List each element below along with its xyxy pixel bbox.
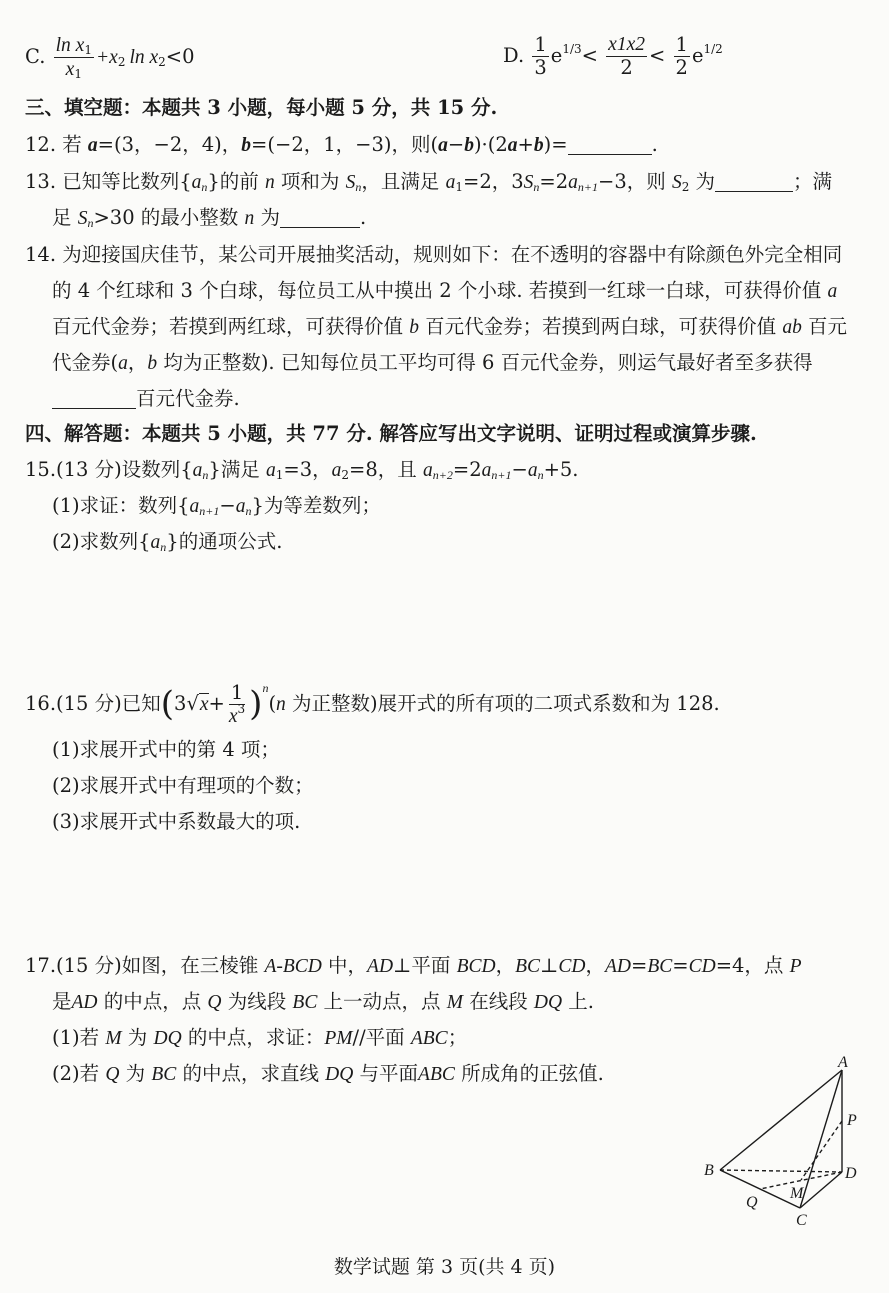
- q17-var: ABC: [410, 1028, 448, 1049]
- q12-t1: =(3，−2，4)，: [97, 133, 242, 156]
- option-c-log: ln x: [129, 47, 159, 68]
- q15-sub: n+1: [491, 468, 512, 482]
- option-c-term: +x: [95, 47, 118, 68]
- option-d-e2-exp: 1/2: [703, 42, 723, 56]
- q13-text: 为: [254, 206, 280, 229]
- option-d: [503, 34, 723, 79]
- edge-ab: [720, 1070, 842, 1170]
- q12-t3: −: [447, 133, 465, 156]
- q17-var: A-BCD: [264, 956, 322, 977]
- q13-text: >30 的最小整数: [93, 206, 245, 229]
- option-d-e2: e: [691, 44, 704, 67]
- q13-sub: n: [533, 180, 540, 194]
- q16-text: 16.(15 分)已知: [25, 692, 161, 715]
- q13-sub: n: [355, 180, 362, 194]
- q15-var: a: [189, 496, 200, 517]
- q14-text: 百元: [801, 315, 848, 338]
- q15-text: (2)求数列{: [52, 530, 151, 553]
- q17-text: ⊥平面: [393, 954, 457, 977]
- option-c-den-sub: 1: [74, 67, 82, 81]
- label-d: D: [845, 1165, 857, 1182]
- q15-text: +5.: [543, 458, 579, 481]
- edge-bc: [720, 1170, 800, 1208]
- label-b: B: [704, 1162, 714, 1179]
- q13-text: ，且满足: [361, 170, 446, 193]
- q15-sub: 2: [341, 468, 350, 482]
- q13-var: n: [264, 172, 275, 193]
- option-c: [25, 34, 195, 81]
- q12-t7: .: [651, 133, 658, 156]
- q15-sub: n: [160, 540, 167, 554]
- q13-text: }的前: [207, 170, 265, 193]
- option-c-inequality: <0: [165, 45, 195, 68]
- question-13-line-2: [52, 204, 366, 233]
- q17-text: 为线段: [221, 990, 293, 1013]
- q17-var: P: [789, 956, 802, 977]
- q13-text: .: [359, 206, 367, 229]
- q16-coef: 3: [174, 692, 187, 715]
- q13-var: a: [191, 172, 202, 193]
- q13-var: S: [77, 208, 88, 229]
- q14-var: ab: [782, 317, 802, 338]
- q17-text: ，: [495, 954, 516, 977]
- q15-sub: 1: [275, 468, 284, 482]
- q13-text: 足: [52, 206, 78, 229]
- q15-var: a: [423, 460, 433, 481]
- q12-t6: )=: [543, 133, 568, 156]
- question-15-part-2: [52, 528, 282, 557]
- q13-var: a: [445, 172, 456, 193]
- label-p: P: [847, 1112, 857, 1129]
- q17-var: M: [446, 992, 463, 1013]
- question-12: [25, 131, 658, 160]
- q17-var: ABC: [418, 1064, 455, 1085]
- q17-text: ；: [447, 1026, 468, 1049]
- q12-answer-blank[interactable]: [568, 134, 652, 155]
- q12-t4: )·(2: [473, 133, 508, 156]
- q17-var: BCD: [456, 956, 496, 977]
- edge-ac: [800, 1070, 842, 1208]
- q15-text: =3，: [283, 458, 332, 481]
- option-c-sub: 2: [117, 55, 126, 69]
- label-m: M: [790, 1185, 804, 1202]
- q16-fden: x: [228, 705, 238, 727]
- q13-text: =2，3: [462, 170, 524, 193]
- section-4-heading: 四、解答题：本题共 5 小题，共 77 分. 解答应写出文字说明、证明过程或演算步骤.: [25, 422, 757, 445]
- q12-t2: =(−2，1，−3)，则(: [251, 133, 439, 156]
- q16-text: (: [268, 692, 277, 715]
- option-d-e1-exp: 1/3: [562, 42, 582, 56]
- q17-var: AD: [604, 956, 631, 977]
- q17-text: 上.: [562, 990, 594, 1013]
- section-3-heading: 三、填空题：本题共 3 小题，每小题 5 分，共 15 分.: [25, 96, 498, 119]
- label-q: Q: [746, 1194, 758, 1211]
- q17-text: 的中点，求证：: [181, 1026, 325, 1049]
- q17-text: 与平面: [353, 1062, 419, 1085]
- q17-text: 为: [119, 1062, 152, 1085]
- q13-var: a: [568, 172, 578, 193]
- q16-paren-open: (: [160, 684, 175, 724]
- question-14-line-3: [52, 313, 847, 342]
- question-17-part-1: [52, 1024, 467, 1053]
- option-d-f1-den: 3: [534, 56, 547, 79]
- q12-vec-b3: b: [533, 135, 544, 156]
- q13-var: S: [671, 172, 682, 193]
- q17-text: =: [672, 954, 689, 977]
- q17-text: 的中点，点: [97, 990, 208, 1013]
- q14-text: 代金券(: [52, 351, 119, 374]
- q15-var: a: [527, 460, 538, 481]
- q17-var: Q: [105, 1064, 120, 1085]
- q17-text: 17.(15 分)如图，在三棱锥: [25, 954, 265, 977]
- label-c: C: [796, 1212, 807, 1229]
- option-d-f1-num: 1: [534, 33, 547, 56]
- q15-var: a: [481, 460, 492, 481]
- q13-text: 13. 已知等比数列{: [25, 170, 192, 193]
- page-footer: 数学试题 第 3 页(共 4 页): [333, 1256, 556, 1278]
- question-16-part-3: (3)求展开式中系数最大的项.: [52, 810, 301, 833]
- q17-text: =: [630, 954, 648, 977]
- q15-text: }为等差数列；: [251, 494, 381, 517]
- q15-sub: n: [537, 468, 544, 482]
- option-d-fraction-3: [674, 34, 690, 79]
- option-c-numerator: ln x: [55, 35, 85, 56]
- option-c-label: C.: [25, 45, 46, 68]
- q17-var: CD: [558, 956, 586, 977]
- q16-radical: √: [186, 692, 199, 715]
- q12-vec-b2: b: [464, 135, 474, 156]
- q12-vec-a2: a: [438, 135, 448, 156]
- question-14-line-2: [52, 277, 837, 306]
- option-d-lt2: <: [648, 44, 666, 67]
- question-14-line-4: [52, 349, 813, 378]
- q17-text: (1)若: [52, 1026, 106, 1049]
- q16-text: 为正整数)展开式的所有项的二项式系数和为 128.: [285, 692, 720, 715]
- q17-text: 中，: [321, 954, 368, 977]
- edge-cd: [800, 1172, 842, 1208]
- q17-var: BC: [151, 1064, 177, 1085]
- q15-var: a: [331, 460, 342, 481]
- q14-var: b: [409, 317, 419, 338]
- q17-var: BC: [292, 992, 318, 1013]
- q16-fraction: [227, 682, 247, 728]
- question-13-line-1: [25, 168, 832, 197]
- q17-text: =4，点: [715, 954, 790, 977]
- q13-var: S: [345, 172, 356, 193]
- q17-var: PM: [324, 1028, 353, 1049]
- q15-sub: n: [202, 468, 209, 482]
- option-d-f2-num: x1x2: [608, 34, 645, 55]
- q13-answer-blank-1[interactable]: [715, 171, 793, 192]
- q17-var: BC: [515, 956, 541, 977]
- q15-text: =2: [452, 458, 482, 481]
- q15-text: }的通项公式.: [166, 530, 283, 553]
- q14-text: ，: [127, 351, 148, 374]
- q17-text: //平面: [352, 1026, 411, 1049]
- q16-fexp: 3: [237, 701, 246, 716]
- q13-text: 项和为: [274, 170, 346, 193]
- option-d-fraction-2: [606, 34, 647, 79]
- q15-var: a: [192, 460, 203, 481]
- q17-var: AD: [367, 956, 394, 977]
- q17-var: M: [105, 1028, 122, 1049]
- q17-text: 上一动点，点: [317, 990, 447, 1013]
- q17-text: (2)若: [52, 1062, 106, 1085]
- q17-var: BC: [647, 956, 673, 977]
- q17-var: DQ: [325, 1064, 354, 1085]
- q15-text: }满足: [208, 458, 267, 481]
- q13-sub: n+1: [577, 180, 598, 194]
- q14-var: b: [147, 353, 158, 374]
- tetrahedron-figure: [690, 1055, 875, 1235]
- q15-text: −: [219, 494, 236, 517]
- q12-vec-b: b: [241, 135, 252, 156]
- q12-prefix: 12. 若: [25, 133, 88, 156]
- q17-text: ⊥: [540, 954, 559, 977]
- q15-text: 15.(13 分)设数列{: [25, 458, 193, 481]
- q14-var: a: [118, 353, 128, 374]
- question-14-line-5: [52, 385, 240, 413]
- q13-sub: 1: [455, 180, 463, 194]
- question-17-line-2: [52, 988, 594, 1017]
- q16-power: n: [262, 681, 269, 695]
- q17-var: DQ: [533, 992, 563, 1013]
- q14-answer-blank[interactable]: [52, 388, 136, 409]
- q16-paren-close: ): [249, 684, 263, 724]
- q13-text: −3，则: [598, 170, 672, 193]
- q12-vec-a3: a: [507, 135, 518, 156]
- question-17-line-1: [25, 952, 802, 981]
- q16-radicand: x: [199, 694, 209, 715]
- q12-t5: +: [517, 133, 534, 156]
- q16-fnum: 1: [230, 680, 244, 704]
- q16-var: n: [276, 694, 286, 715]
- q17-text: 的中点，求直线: [176, 1062, 326, 1085]
- edge-bd: [720, 1170, 842, 1172]
- q12-vec-a: a: [87, 135, 98, 156]
- question-16-stem: [25, 680, 720, 729]
- option-d-label: D.: [503, 44, 525, 67]
- question-17-part-2: [52, 1060, 604, 1089]
- q17-var: DQ: [153, 1028, 182, 1049]
- q13-sub: 2: [681, 180, 690, 194]
- q14-text: 百元代金券；若摸到两白球，可获得价值: [418, 315, 783, 338]
- q14-text: 百元代金券；若摸到两红球，可获得价值: [52, 315, 410, 338]
- label-a: A: [838, 1055, 848, 1071]
- q15-text: =8，且: [349, 458, 423, 481]
- q17-text: 为: [121, 1026, 154, 1049]
- q17-text: 在线段: [463, 990, 534, 1013]
- q16-plus: +: [208, 692, 225, 715]
- option-d-f3-den: 2: [675, 56, 688, 79]
- option-d-f2-den: 2: [620, 56, 633, 79]
- q17-var: AD: [71, 992, 98, 1013]
- q17-var: CD: [688, 956, 716, 977]
- q14-var: a: [827, 281, 838, 302]
- option-d-fraction-1: [532, 34, 548, 79]
- q13-text: 为: [689, 170, 716, 193]
- q17-var: Q: [207, 992, 222, 1013]
- option-c-denominator: x: [65, 59, 75, 80]
- q14-text: 的 4 个红球和 3 个白球，每位员工从中摸出 2 个小球. 若摸到一红球一白球，可获得价值: [52, 279, 828, 302]
- q15-sub: n: [245, 504, 252, 518]
- q15-sub: n+2: [432, 468, 453, 482]
- q14-text: 百元代金券.: [136, 387, 240, 410]
- q13-sub: n: [87, 216, 94, 230]
- question-14-line-1: 14. 为迎接国庆佳节，某公司开展抽奖活动，规则如下：在不透明的容器中有除颜色外完全相同: [25, 243, 843, 266]
- option-c-fraction: [54, 34, 94, 81]
- question-15-stem: [25, 456, 579, 485]
- q14-text: 均为正整数). 已知每位员工平均可得 6 百元代金券，则运气最好者至多获得: [157, 351, 813, 374]
- q17-text: ，: [585, 954, 605, 977]
- q13-var: n: [244, 208, 255, 229]
- q15-sub: n+1: [199, 504, 220, 518]
- question-16-part-2: (2)求展开式中有理项的个数；: [52, 774, 314, 797]
- q13-answer-blank-2[interactable]: [280, 207, 360, 228]
- q13-text: =2: [539, 170, 569, 193]
- q15-var: a: [150, 532, 161, 553]
- q13-sub: n: [201, 180, 208, 194]
- q15-var: a: [235, 496, 246, 517]
- option-d-e1: e: [550, 44, 563, 67]
- option-c-sub2: 2: [158, 55, 166, 69]
- q13-var: S: [523, 172, 534, 193]
- q17-text: 所成角的正弦值.: [454, 1062, 604, 1085]
- question-15-part-1: [52, 492, 381, 521]
- q17-text: 是: [52, 990, 72, 1013]
- q13-text: ；满: [793, 170, 833, 193]
- q15-text: −: [511, 458, 528, 481]
- q15-text: (1)求证：数列{: [52, 494, 190, 517]
- option-c-num-sub: 1: [84, 43, 92, 57]
- question-16-part-1: (1)求展开式中的第 4 项；: [52, 738, 280, 761]
- option-d-lt: <: [581, 44, 598, 67]
- q15-var: a: [266, 460, 276, 481]
- option-d-f3-num: 1: [675, 33, 688, 56]
